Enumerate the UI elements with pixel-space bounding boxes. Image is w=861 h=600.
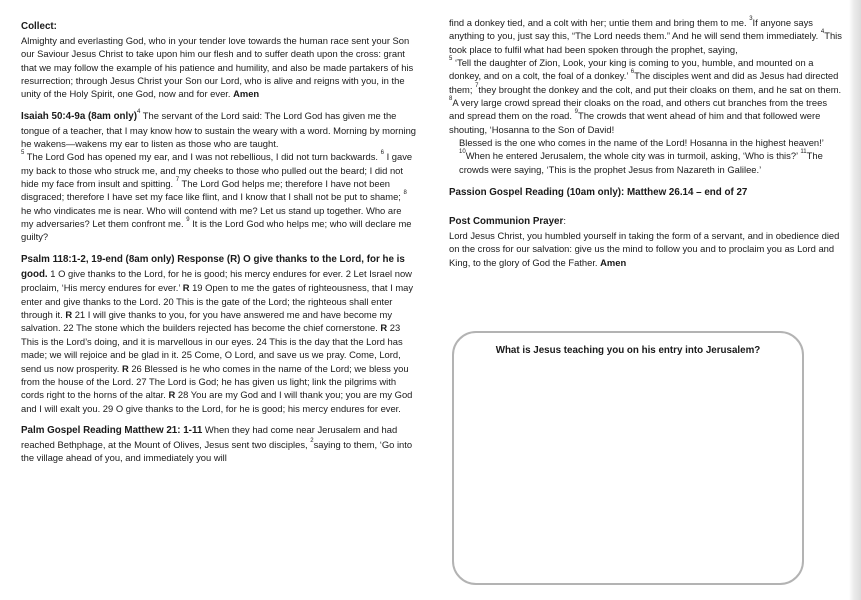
verse-number: 9 [186, 216, 190, 223]
verse-number: 5 [449, 56, 453, 63]
psalm-response-marker: R [168, 389, 176, 401]
palm-cont-4: ‘Tell the daughter of Zion, Look, your king is coming to you, humble, and mounted on a donkey, and on a colt, the foal of a donkey.’ [449, 57, 814, 82]
verse-number: 4 [136, 108, 141, 115]
isaiah-verse-9: It is the Lord God who helps me; who will declare me guilty? [21, 217, 412, 243]
post-communion-colon: : [563, 215, 566, 227]
verse-number: 6 [630, 69, 635, 76]
psalm-response-marker: R [65, 309, 73, 321]
isaiah-text [21, 109, 416, 244]
isaiah-verse-8: he who vindicates me is near. Who will contend with me? Let us stand up together. Who are my adversaries? Let them confront me. [21, 204, 402, 229]
verse-number: 7 [475, 82, 479, 89]
collect-section [21, 20, 416, 101]
verse-number: 5 [21, 150, 25, 157]
psalm-text [21, 252, 416, 415]
verse-number: 10 [459, 149, 466, 156]
isaiah-verse-5: The Lord God has opened my ear, and I was not rebellious, I did not turn backwards. [24, 151, 379, 163]
collect-heading: Collect: [21, 21, 57, 32]
palm-gospel-verse-1: When they had come near Jerusalem and had reached Bethphage, at the Mount of Olives, Jesus sent two disciples, [21, 423, 398, 450]
verse-number: 2 [310, 437, 314, 444]
palm-gospel-heading: Palm Gospel Reading Matthew 21: 1-11 [21, 424, 203, 436]
palm-cont-8: The crowds that went ahead of him and that followed were shouting, ‘Hosanna to the Son of David! [449, 110, 821, 135]
palm-cont-1: find a donkey tied, and a colt with her; untie them and bring them to me. [449, 17, 747, 28]
psalm-response-marker: R [380, 322, 388, 334]
post-communion-body: Lord Jesus Christ, you humbled yourself in taking the form of a servant, and in obedience died on the cross for our salvation: give us the mind to follow you and to proclaim you as Lord and King, to the glory of God the Father. [449, 229, 840, 268]
palm-cont-11: The crowds were saying, ‘This is the prophet Jesus from Nazareth in Galilee.’ [459, 150, 823, 175]
palm-cont-5: The disciples went and did as Jesus had directed them; [449, 70, 839, 95]
psalm-seg-1: 1 O give thanks to the Lord, for he is good; his mercy endures for ever. 2 Let Israel now proclaim, ‘His mercy endures for ever.’ [21, 267, 412, 294]
reflection-box [452, 331, 804, 585]
palm-cont-3: This took place to fulfil what had been spoken through the prophet, saying, [449, 30, 842, 55]
palm-gospel-continued-text-2 [449, 136, 844, 176]
palm-cont-2: If anyone says anything to you, just say this, “The Lord needs them.” And he will send them immediately. [449, 17, 819, 42]
right-column [449, 16, 844, 277]
psalm-seg-2: 19 Open to me the gates of righteousness, that I may enter and give thanks to the Lord. 20 This is the gate of the Lord; the righteous shall enter through it. [21, 282, 414, 321]
psalm-seg-5: 26 Blessed is he who comes in the name of the Lord; we bless you from the house of the Lord. 27 The Lord is God; he has given us light; link the pilgrims with cords right to the horns of the altar. [21, 362, 409, 401]
post-communion-heading: Post Communion Prayer [449, 216, 564, 228]
palm-gospel-text [21, 423, 416, 465]
isaiah-verse-7: The Lord God helps me; therefore I have not been disgraced; therefore I have set my face like flint, and I know that I shall not be put to shame; [21, 177, 401, 203]
palm-gospel-continued-text [449, 16, 844, 136]
isaiah-heading: Isaiah 50:4-9a (8am only) [21, 110, 137, 122]
passion-gospel-section [449, 186, 844, 200]
palm-cont-10: When he entered Jerusalem, the whole city was in turmoil, asking, ‘Who is this?’ [465, 150, 798, 162]
verse-number: 8 [449, 96, 453, 103]
psalm-seg-6: 28 You are my God and I will thank you; you are my God and I will exalt you. 29 O give thanks to the Lord, for he is good; his mercy endures for ever. [21, 389, 413, 414]
isaiah-verse-6: I gave my back to those who struck me, and my cheeks to those who pulled out the beard; I did not hide my face from insult and spitting. [21, 151, 413, 189]
isaiah-verse-4: The servant of the Lord said: The Lord God has given me the tongue of a teacher, that I may know how to sustain the weary with a word. Morning by morning he wakens—wakens my ear to listen as those who are taught. [21, 109, 416, 149]
psalm-seg-4: 23 This is the Lord’s doing, and it is marvellous in our eyes. 24 This is the day that the Lord has made; we will rejoice and be glad in it. 25 Come, O Lord, and save us we pray. Come, Lord, send us now prosperity. [21, 322, 403, 374]
collect-amen: Amen [233, 88, 260, 100]
post-communion-text [449, 229, 844, 269]
verse-number: 9 [574, 109, 578, 116]
passion-gospel-heading: Passion Gospel Reading (10am only): Matthew 26.14 – end of 27 [449, 187, 748, 199]
verse-number: 3 [749, 16, 753, 22]
palm-cont-6: they brought the donkey and the colt, and put their cloaks on them, and he sat on them. [478, 83, 842, 95]
post-communion-amen: Amen [600, 256, 627, 268]
collect-body: Almighty and everlasting God, who in your tender love towards the human race sent your Son our Saviour Jesus Christ to take upon him our flesh and to suffer death upon the cross: grant that we may follow the example of his patience and humility, and also be made partakers of his resurrection; through Jesus Christ your Son our Lord, who is alive and reigns with you, in the unity of the Holy Spirit, one God, now and for ever. [21, 34, 414, 100]
psalm-response-marker: R [182, 282, 190, 294]
verse-number: 7 [175, 176, 180, 183]
psalm-section [21, 252, 416, 415]
verse-number: 11 [800, 149, 807, 156]
psalm-seg-3: 21 I will give thanks to you, for you have answered me and have become my salvation. 22 The stone which the builders rejected has become the chief cornerstone. [21, 309, 393, 334]
palm-cont-7: A very large crowd spread their cloaks on the road, and others cut branches from the trees and spread them on the road. [449, 97, 828, 122]
reflection-question: What is Jesus teaching you on his entry into Jerusalem? [495, 345, 761, 356]
palm-gospel-continued [449, 16, 844, 176]
palm-gospel-verse-2: saying to them, ‘Go into the village ahead of you, and immediately you will [21, 438, 413, 464]
left-column [21, 20, 416, 472]
verse-number: 8 [403, 190, 407, 197]
collect-text [21, 34, 416, 101]
psalm-heading: Psalm 118:1-2, 19-end (8am only) Response (R) O give thanks to the Lord, for he is good. [21, 253, 405, 280]
palm-gospel-section [21, 423, 416, 465]
post-communion-section [449, 214, 844, 269]
psalm-response-marker: R [121, 362, 129, 374]
page-edge-shadow [849, 0, 861, 600]
verse-number: 6 [380, 150, 384, 157]
palm-cont-9: Blessed is the one who comes in the name of the Lord! Hosanna in the highest heaven!’ [459, 137, 824, 149]
verse-number: 4 [820, 29, 825, 36]
post-communion-heading-line [449, 214, 844, 229]
isaiah-section [21, 109, 416, 244]
